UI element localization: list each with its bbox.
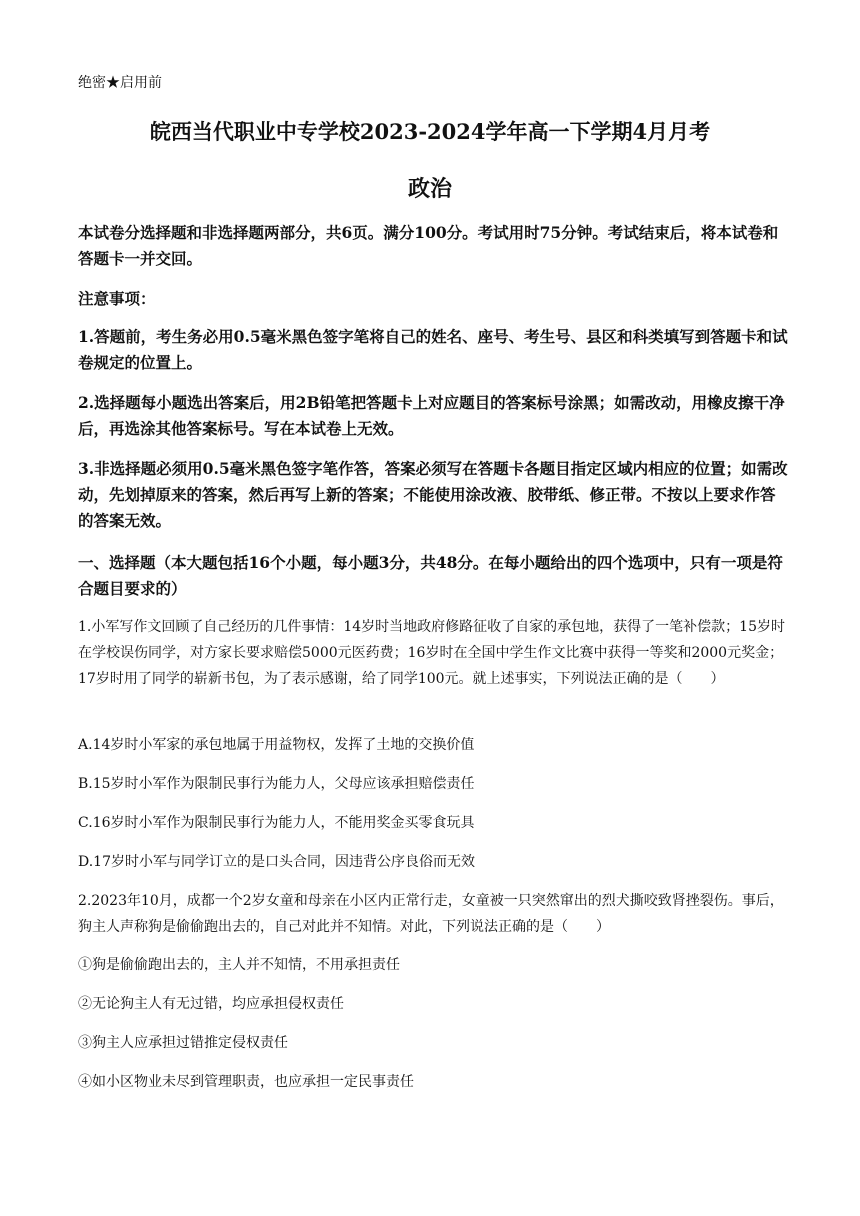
section-heading: 一、选择题（本大题包括16个小题，每小题3分，共48分。在每小题给出的四个选项中，只有一项是符合题目要求的） [78, 553, 783, 598]
question-1-option-c: C.16岁时小军作为限制民事行为能力人，不能用奖金买零食玩具 [78, 815, 475, 831]
subject-title: 政治 [407, 176, 452, 202]
question-1-option-d: D.17岁时小军与同学订立的是口头合同，因违背公序良俗而无效 [78, 854, 475, 870]
notice-item-3: 3.非选择题必须用0.5毫米黑色签字笔作答，答案必须写在答题卡各题目指定区域内相应的位置；如需改动，先划掉原来的答案，然后再写上新的答案；不能使用涂改液、胶带纸、修正带。不按以上要求作答的答案无效。 [78, 459, 788, 530]
exam-title: 皖西当代职业中专学校2023-2024学年高一下学期4月月考 [149, 119, 711, 144]
question-2-option-1: ①狗是偷偷跑出去的，主人并不知情，不用承担责任 [78, 957, 400, 973]
notice-item-2: 2.选择题每小题选出答案后，用2B铅笔把答题卡上对应题目的答案标号涂黑；如需改动，用橡皮擦干净后，再选涂其他答案标号。写在本试卷上无效。 [78, 393, 785, 438]
confidential-label: 绝密★启用前 [78, 75, 162, 91]
notice-heading: 注意事项： [78, 289, 156, 308]
question-2-option-4: ④如小区物业未尽到管理职责，也应承担一定民事责任 [78, 1074, 414, 1090]
question-1-option-b: B.15岁时小军作为限制民事行为能力人，父母应该承担赔偿责任 [78, 776, 475, 792]
question-2-stem: 2.2023年10月，成都一个2岁女童和母亲在小区内正常行走，女童被一只突然窜出的烈犬撕咬致肾挫裂伤。事后，狗主人声称狗是偷偷跑出去的，自己对此并不知情。对此，下列说法正确的是（ ） [78, 893, 784, 935]
question-1-stem: 1.小军写作文回顾了自己经历的几件事情：14岁时当地政府修路征收了自家的承包地，获得了一笔补偿款；15岁时在学校误伤同学，对方家长要求赔偿5000元医药费；16岁时在全国中学生作文比赛中获得一等奖和2000元奖金；17岁时用了同学的崭新书包，为了表示感谢，给了同学100元。就上述事实，下列说法正确的是（ ） [78, 619, 785, 687]
question-2-option-3: ③狗主人应承担过错推定侵权责任 [78, 1035, 288, 1051]
question-1-option-a: A.14岁时小军家的承包地属于用益物权，发挥了土地的交换价值 [78, 737, 475, 753]
question-2-option-2: ②无论狗主人有无过错，均应承担侵权责任 [78, 996, 344, 1012]
intro-paragraph: 本试卷分选择题和非选择题两部分，共6页。满分100分。考试用时75分钟。考试结束后，将本试卷和答题卡一并交回。 [78, 223, 779, 268]
notice-item-1: 1.答题前，考生务必用0.5毫米黑色签字笔将自己的姓名、座号、考生号、县区和科类填写到答题卡和试卷规定的位置上。 [78, 327, 788, 372]
